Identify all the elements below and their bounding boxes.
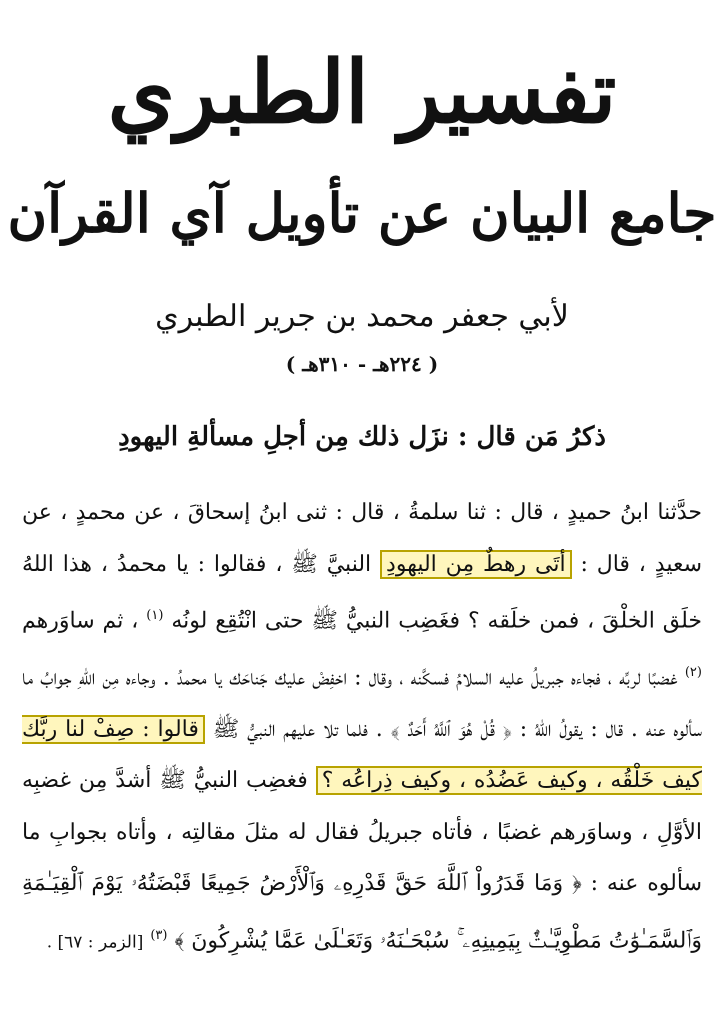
text-segment-1: حدَّثنا ابنُ حميدٍ ، قال : ثنا سلمةُ ، قال : ثنى ابنُ إسحاقَ ، عن محمدٍ ، عن سعيدٍ ، قال : [22, 500, 703, 577]
author-dates: ( ٢٢٤هـ - ٣١٠هـ ) [285, 352, 439, 376]
text-segment-4: غضبًا لربِّه ، فجاءه جبريلُ عليه السلامُ فسكَّنه ، وقال : اخفِضْ عليك جَناحَك يا محمدُ . وجاءه مِن اللهِ جوابُ ما سألوه عنه . قال : يقولُ اللهُ : ﴿ قُلْ هُوَ ٱللَّهُ أَحَدٌ ﴾ . فلما تلا عليهم النبيُّ ﷺ [22, 665, 702, 742]
footnote-marker-3: (٣) [150, 927, 168, 943]
footnote-marker-2: (٢) [684, 664, 702, 680]
quran-reference: [الزمر : ٦٧] . [46, 931, 144, 952]
body-paragraph [22, 487, 702, 968]
book-subtitle: جامع البيان عن تأويل آي القرآن [7, 181, 717, 245]
text-segment-5: فغضِب النبيُّ ﷺ أشدَّ مِن غضبِه الأوَّلِ ، وساوَرهم غضبًا ، فأتاه جبريلُ فقال له مثلَ مقالتِه ، وأتاه بجوابِ ما سألوه عنه : ﴿ وَمَا قَدَرُواْ ٱللَّهَ حَقَّ قَدْرِهِۦ وَٱلْأَرْضُ جَمِيعًا قَبْضَتُهُۥ يَوْمَ ٱلْقِيَـٰمَةِ وَٱلسَّمَـٰوَٰتُ مَطْوِيَّـٰتٌۢ بِيَمِينِهِۦ ۚ سُبْحَـٰنَهُۥ وَتَعَـٰلَىٰ عَمَّا يُشْرِكُونَ ﴾ [22, 768, 702, 953]
footnote-marker-1: (١) [146, 608, 164, 623]
highlighted-phrase-1: أتَى رهطٌ مِن اليهودِ [380, 550, 572, 579]
highlighted-phrase-2: قالوا : صِفْ لنا ربَّك كيف خَلْقُه ، وكيف عَضُدُه ، وكيف ذِراعُه ؟ [22, 716, 702, 794]
author-line: لأبي جعفر محمد بن جرير الطبري [155, 299, 569, 334]
section-heading: ذكرُ مَن قال : نزَل ذلك مِن أجلِ مسألةِ اليهودِ [118, 422, 606, 452]
text-segment-2: النبيَّ ﷺ ، فقالوا : يا محمدُ ، هذا اللهُ خلَق الخلْقَ ، فمن خلَقه ؟ فغَضِب النبيُّ ﷺ حتى انْتُقِع لونُه [22, 551, 702, 634]
book-title: تفسير الطبري [107, 42, 617, 143]
text-segment-3: ، ثم ساوَرهم [22, 608, 139, 634]
